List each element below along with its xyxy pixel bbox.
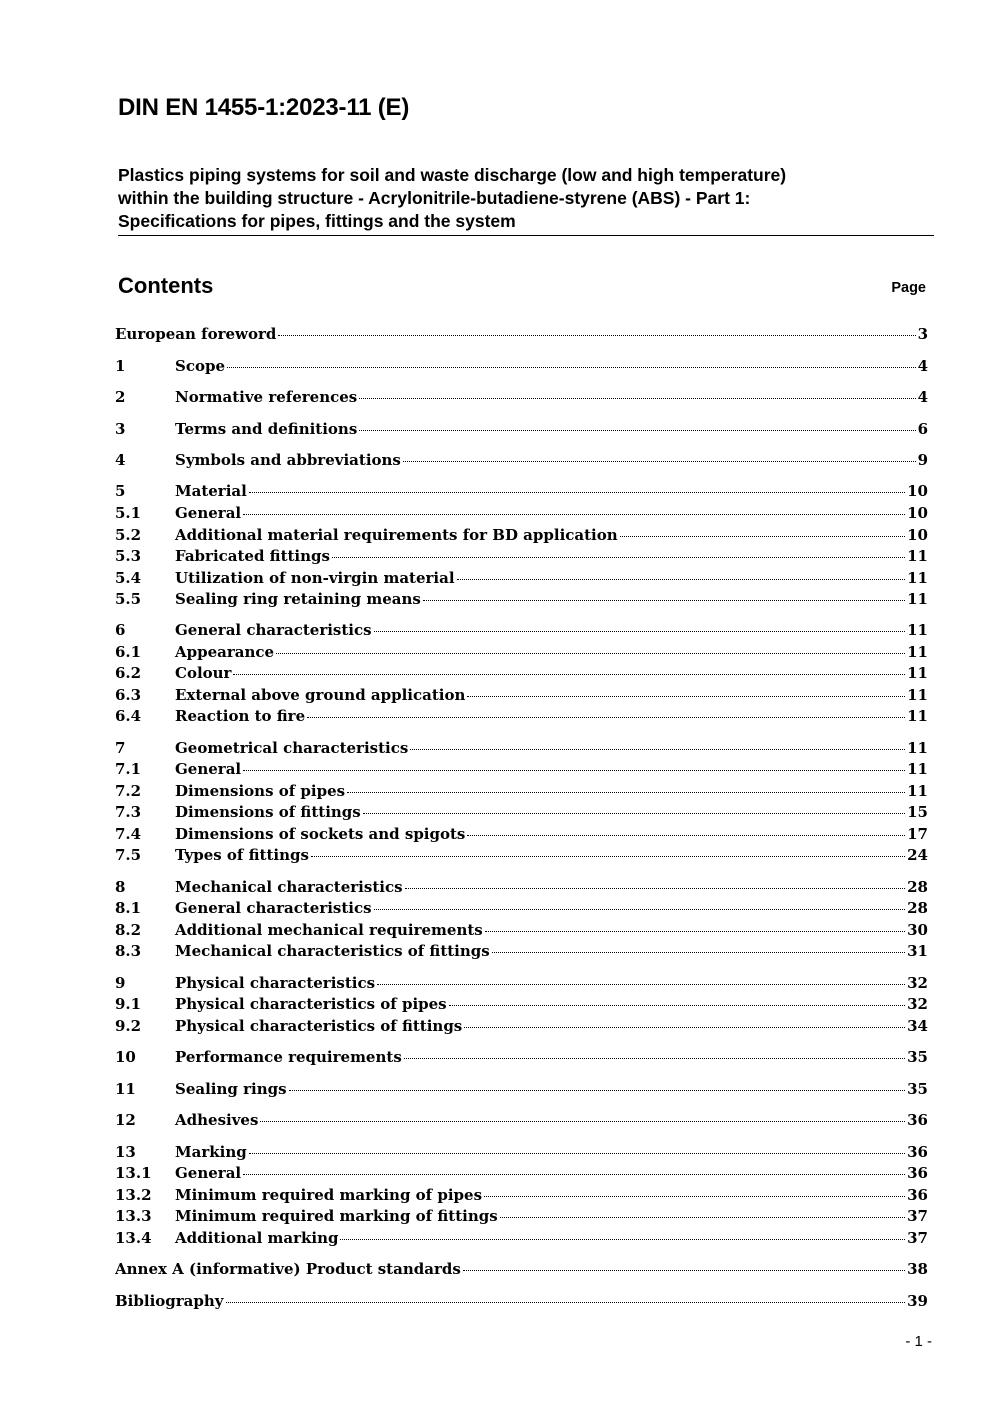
toc-section-number: 7 (115, 739, 126, 757)
toc-page-number: 28 (907, 878, 928, 896)
title-line: Plastics piping systems for soil and waste discharge (low and high temperature) (118, 165, 787, 185)
toc-section-number: 6.4 (115, 707, 142, 725)
toc-section-number: 11 (115, 1080, 136, 1098)
toc-section-title: Symbols and abbreviations (175, 451, 401, 469)
toc-page-number: 11 (907, 664, 928, 682)
toc-dot-leader (226, 1302, 906, 1303)
toc-page-number: 39 (907, 1292, 928, 1310)
toc-section-number: 7.4 (115, 825, 142, 843)
toc-entry[interactable] (115, 780, 928, 802)
toc-section-title: General (175, 1164, 242, 1182)
toc-page-number: 3 (917, 325, 928, 343)
toc-dot-leader (363, 813, 905, 814)
toc-page-number: 17 (907, 825, 928, 843)
toc-entry[interactable] (115, 993, 928, 1015)
toc-page-number: 4 (917, 388, 928, 406)
toc-section-title: Normative references (175, 388, 358, 406)
toc-section-number: 6.1 (115, 643, 142, 661)
toc-dot-leader (227, 367, 916, 368)
toc-page-number: 10 (907, 504, 928, 522)
toc-entry[interactable] (115, 972, 928, 994)
toc-page-number: 32 (907, 995, 928, 1013)
page-number: - 1 - (905, 1333, 932, 1350)
toc-entry[interactable] (115, 1290, 928, 1312)
toc-entry[interactable] (115, 823, 928, 845)
toc-dot-leader (485, 931, 905, 932)
toc-entry[interactable] (115, 705, 928, 727)
toc-section-title: Appearance (175, 643, 275, 661)
toc-dot-leader (276, 653, 905, 654)
toc-entry[interactable] (115, 524, 928, 546)
toc-section-number: 8.1 (115, 899, 142, 917)
page-column-label: Page (891, 280, 926, 296)
toc-section-title: Terms and definitions (175, 420, 358, 438)
toc-page-number: 11 (907, 760, 928, 778)
toc-entry[interactable] (115, 386, 928, 408)
toc-section-title: Mechanical characteristics of fittings (175, 942, 490, 960)
toc-section-title: Performance requirements (175, 1048, 402, 1066)
toc-entry[interactable] (115, 567, 928, 589)
toc-dot-leader (233, 674, 905, 675)
toc-section-title: General characteristics (175, 899, 372, 917)
toc-entry[interactable] (115, 737, 928, 759)
toc-section-number: 4 (115, 451, 126, 469)
toc-entry[interactable] (115, 801, 928, 823)
toc-dot-leader (457, 579, 906, 580)
toc-section-title: Sealing rings (175, 1080, 287, 1098)
toc-entry[interactable] (115, 1141, 928, 1163)
toc-section-number: 1 (115, 357, 126, 375)
toc-page-number: 11 (907, 739, 928, 757)
toc-page-number: 38 (907, 1260, 928, 1278)
toc-section-number: 8 (115, 878, 126, 896)
toc-section-number: 9 (115, 974, 126, 992)
toc-section-number: 9.2 (115, 1017, 142, 1035)
toc-entry[interactable] (115, 502, 928, 524)
toc-section-number: 5 (115, 482, 126, 500)
toc-dot-leader (243, 514, 905, 515)
toc-entry[interactable] (115, 684, 928, 706)
toc-section-title: Colour (175, 664, 232, 682)
toc-section-title: Marking (175, 1143, 247, 1161)
toc-entry[interactable] (115, 1184, 928, 1206)
toc-section-title: Additional material requirements for BD application (175, 526, 618, 544)
toc-dot-leader (467, 835, 905, 836)
toc-page-number: 36 (907, 1143, 928, 1161)
toc-entry[interactable] (115, 1258, 928, 1280)
toc-section-number: 3 (115, 420, 126, 438)
toc-page-number: 37 (907, 1207, 928, 1225)
toc-section-number: 12 (115, 1111, 136, 1129)
toc-section-number: 7.3 (115, 803, 142, 821)
toc-section-number: 10 (115, 1048, 136, 1066)
toc-section-number: 6.2 (115, 664, 142, 682)
toc-section-number: 8.2 (115, 921, 142, 939)
toc-page-number: 24 (907, 846, 928, 864)
toc-entry[interactable] (115, 1227, 928, 1249)
toc-dot-leader (620, 536, 905, 537)
toc-dot-leader (289, 1090, 906, 1091)
toc-dot-leader (423, 600, 905, 601)
toc-dot-leader (332, 557, 905, 558)
toc-entry[interactable] (115, 844, 928, 866)
toc-dot-leader (484, 1196, 905, 1197)
toc-dot-leader (347, 792, 905, 793)
toc-section-number: 7.5 (115, 846, 142, 864)
toc-dot-leader (307, 717, 905, 718)
toc-section-title: Types of fittings (175, 846, 309, 864)
toc-section-title: External above ground application (175, 686, 466, 704)
toc-section-number: 13.2 (115, 1186, 152, 1204)
toc-entry[interactable] (115, 449, 928, 471)
toc-page-number: 30 (907, 921, 928, 939)
toc-section-title: General characteristics (175, 621, 372, 639)
toc-page-number: 11 (907, 643, 928, 661)
document-id: DIN EN 1455-1:2023-11 (E) (118, 94, 410, 121)
toc-section-title: Dimensions of pipes (175, 782, 346, 800)
toc-page-number: 32 (907, 974, 928, 992)
toc-dot-leader (467, 696, 905, 697)
toc-entry[interactable] (115, 1078, 928, 1100)
toc-dot-leader (492, 952, 905, 953)
toc-entry[interactable] (115, 1015, 928, 1037)
toc-entry[interactable] (115, 619, 928, 641)
toc-dot-leader (249, 492, 905, 493)
toc-entry[interactable] (115, 1109, 928, 1131)
toc-entry[interactable] (115, 897, 928, 919)
toc-dot-leader (374, 909, 906, 910)
toc-page-number: 15 (907, 803, 928, 821)
toc-dot-leader (249, 1153, 905, 1154)
toc-entry[interactable] (115, 480, 928, 502)
toc-section-number: 13.3 (115, 1207, 152, 1225)
toc-section-title: Adhesives (175, 1111, 259, 1129)
toc-entry[interactable] (115, 758, 928, 780)
toc-section-number: 9.1 (115, 995, 142, 1013)
toc-section-title: Additional mechanical requirements (175, 921, 483, 939)
toc-section-title: Physical characteristics (175, 974, 376, 992)
toc-entry[interactable] (115, 1162, 928, 1184)
toc-entry[interactable] (115, 1046, 928, 1068)
toc-page-number: 9 (917, 451, 928, 469)
toc-section-title: General (175, 504, 242, 522)
toc-entry[interactable] (115, 641, 928, 663)
toc-section-title: Dimensions of fittings (175, 803, 361, 821)
toc-section-title: Bibliography (115, 1292, 224, 1310)
toc-entry[interactable] (115, 662, 928, 684)
toc-page-number: 4 (917, 357, 928, 375)
toc-page-number: 11 (907, 707, 928, 725)
toc-dot-leader (463, 1270, 905, 1271)
toc-page-number: 28 (907, 899, 928, 917)
toc-entry[interactable] (115, 876, 928, 898)
toc-section-number: 5.2 (115, 526, 142, 544)
toc-section-number: 5.5 (115, 590, 142, 608)
toc-page-number: 11 (907, 590, 928, 608)
toc-page-number: 36 (907, 1111, 928, 1129)
toc-section-number: 5.1 (115, 504, 142, 522)
toc-section-number: 2 (115, 388, 126, 406)
toc-page-number: 37 (907, 1229, 928, 1247)
toc-entry[interactable] (115, 940, 928, 962)
toc-page-number: 11 (907, 621, 928, 639)
toc-entry[interactable] (115, 588, 928, 610)
toc-page-number: 31 (907, 942, 928, 960)
toc-page-number: 34 (907, 1017, 928, 1035)
toc-section-title: Reaction to fire (175, 707, 306, 725)
toc-section-number: 5.3 (115, 547, 142, 565)
toc-entry[interactable] (115, 418, 928, 440)
toc-section-title: Geometrical characteristics (175, 739, 409, 757)
toc-page-number: 6 (917, 420, 928, 438)
toc-entry[interactable] (115, 919, 928, 941)
toc-dot-leader (403, 461, 916, 462)
toc-entry[interactable] (115, 545, 928, 567)
toc-section-title: Sealing ring retaining means (175, 590, 421, 608)
toc-section-title: Fabricated fittings (175, 547, 330, 565)
toc-section-title: Physical characteristics of pipes (175, 995, 447, 1013)
toc-section-title: Mechanical characteristics (175, 878, 403, 896)
toc-page-number: 11 (907, 547, 928, 565)
toc-section-title: Physical characteristics of fittings (175, 1017, 463, 1035)
toc-entry[interactable] (115, 1205, 928, 1227)
toc-section-title: Additional marking (175, 1229, 339, 1247)
toc-dot-leader (405, 888, 906, 889)
toc-page-number: 35 (907, 1080, 928, 1098)
toc-dot-leader (377, 984, 905, 985)
toc-section-number: 13 (115, 1143, 136, 1161)
document-title (118, 164, 934, 236)
toc-page-number: 11 (907, 782, 928, 800)
toc-section-title: Minimum required marking of fittings (175, 1207, 498, 1225)
contents-heading: Contents (118, 273, 214, 298)
toc-section-number: 7.1 (115, 760, 142, 778)
toc-entry[interactable] (115, 323, 928, 345)
toc-section-title: Minimum required marking of pipes (175, 1186, 483, 1204)
toc-section-number: 13.4 (115, 1229, 152, 1247)
toc-page-number: 11 (907, 686, 928, 704)
toc-section-number: 6 (115, 621, 126, 639)
toc-section-title: General (175, 760, 242, 778)
toc-page-number: 11 (907, 569, 928, 587)
toc-dot-leader (359, 398, 915, 399)
toc-dot-leader (340, 1239, 905, 1240)
toc-section-title: Material (175, 482, 247, 500)
toc-page-number: 10 (907, 526, 928, 544)
toc-dot-leader (500, 1217, 905, 1218)
toc-dot-leader (278, 335, 915, 336)
toc-page-number: 35 (907, 1048, 928, 1066)
toc-entry[interactable] (115, 355, 928, 377)
toc-section-number: 13.1 (115, 1164, 152, 1182)
toc-dot-leader (243, 1174, 905, 1175)
title-line: within the building structure - Acrylonitrile-butadiene-styrene (ABS) - Part 1: (118, 188, 751, 208)
toc-dot-leader (243, 770, 905, 771)
toc-section-number: 7.2 (115, 782, 142, 800)
toc-section-number: 5.4 (115, 569, 142, 587)
toc-dot-leader (260, 1121, 905, 1122)
toc-page-number: 10 (907, 482, 928, 500)
toc-section-title: Scope (175, 357, 226, 375)
toc-page-number: 36 (907, 1164, 928, 1182)
toc-section-title: Annex A (informative) Product standards (115, 1260, 461, 1278)
toc-section-title: Utilization of non-virgin material (175, 569, 455, 587)
toc-dot-leader (410, 749, 905, 750)
toc-dot-leader (359, 430, 915, 431)
toc-section-number: 6.3 (115, 686, 142, 704)
toc-dot-leader (464, 1027, 905, 1028)
toc-dot-leader (374, 631, 906, 632)
title-line: Specifications for pipes, fittings and the system (118, 211, 516, 231)
toc-dot-leader (311, 856, 905, 857)
toc-dot-leader (404, 1058, 905, 1059)
toc-section-number: 8.3 (115, 942, 142, 960)
toc-dot-leader (449, 1005, 906, 1006)
toc-section-title: Dimensions of sockets and spigots (175, 825, 466, 843)
toc-section-title: European foreword (115, 325, 277, 343)
toc-page-number: 36 (907, 1186, 928, 1204)
